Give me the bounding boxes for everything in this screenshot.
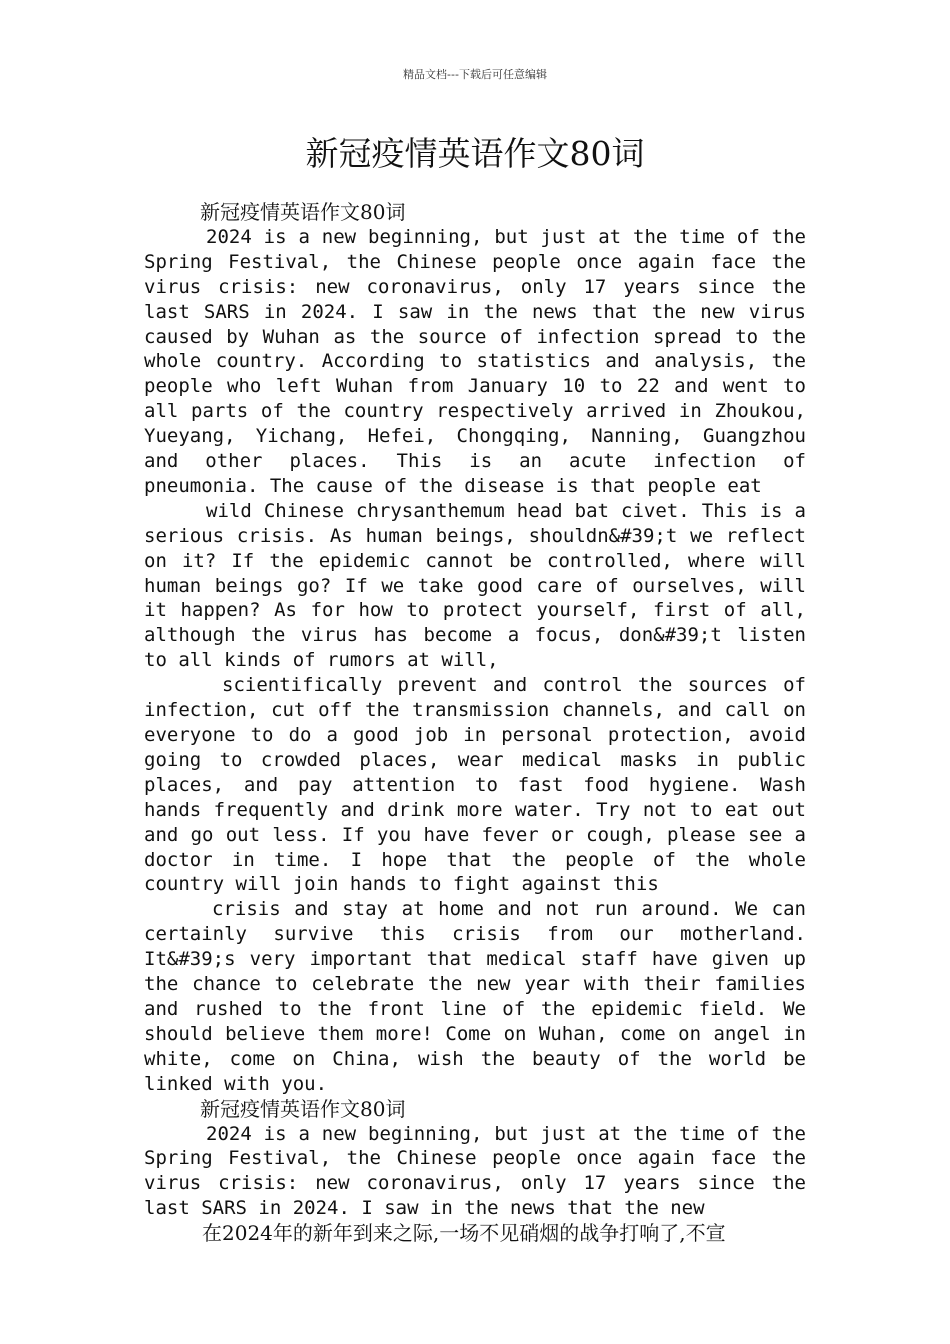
paragraph-text: 2024 is a new beginning, but just at the time of the Spring Festival, the Chinese people once again face the virus crisis: new coronavirus, only 17 years since the last SARS in 2024. I saw in the news that the new (144, 1122, 806, 1220)
paragraph-text: scientifically prevent and control the sources of infection, cut off the transmission channels, and call on everyone to do a good job in personal protection, avoid going to crowded places, wear medical masks in public places, and pay attention to fast food hygiene. Wash hands frequently and drink more water. Try not to eat out and go out less. If you have fever or cough, please see a doctor in time. I hope that the people of the whole country will join hands to fight against this (144, 674, 806, 896)
document-body (144, 200, 806, 1246)
body-paragraph (144, 897, 806, 1096)
page-header: 精品文档---下载后可任意编辑 (403, 68, 547, 81)
paragraph-text: 2024 is a new beginning, but just at the time of the Spring Festival, the Chinese people once again face the virus crisis: new coronavirus, only 17 years since the last SARS in 2024. I saw in the news that the new virus caused by Wuhan as the source of infection spread to the whole country. According to statistics and analysis, the people who left Wuhan from January 10 to 22 and went to all parts of the country respectively arrived in Zhoukou, Yueyang, Yichang, Hefei, Chongqing, Nanning, Guangzhou and other places. This is an acute infection of pneumonia. The cause of the disease is that people eat (144, 225, 806, 497)
paragraph-text: wild Chinese chrysanthemum head bat civet. This is a serious crisis. As human beings, shouldn&#39;t we reflect on it? If the epidemic cannot be controlled, where will human beings go? If we take good care of ourselves, will it happen? As for how to protect yourself, first of all, although the virus has become a focus, don&#39;t listen to all kinds of rumors at will, (144, 499, 806, 672)
document-title: 新冠疫情英语作文80词 (305, 134, 645, 173)
body-paragraph (144, 225, 806, 499)
paragraph-text: crisis and stay at home and not run around. We can certainly survive this crisis from our motherland. It&#39;s very important that medical staff have given up the chance to celebrate the new year with their families and rushed to the front line of the epidemic field. We should believe them more! Come on Wuhan, come on angel in white, come on China, wish the beauty of the world be linked with you. (144, 898, 806, 1095)
chinese-paragraph: 在2024年的新年到来之际,一场不见硝烟的战争打响了,不宣 (202, 1221, 726, 1246)
section-heading: 新冠疫情英语作文80词 (200, 200, 406, 224)
body-paragraph (144, 1122, 806, 1222)
body-paragraph (144, 499, 806, 673)
body-paragraph (144, 673, 806, 897)
section-heading: 新冠疫情英语作文80词 (200, 1096, 406, 1121)
